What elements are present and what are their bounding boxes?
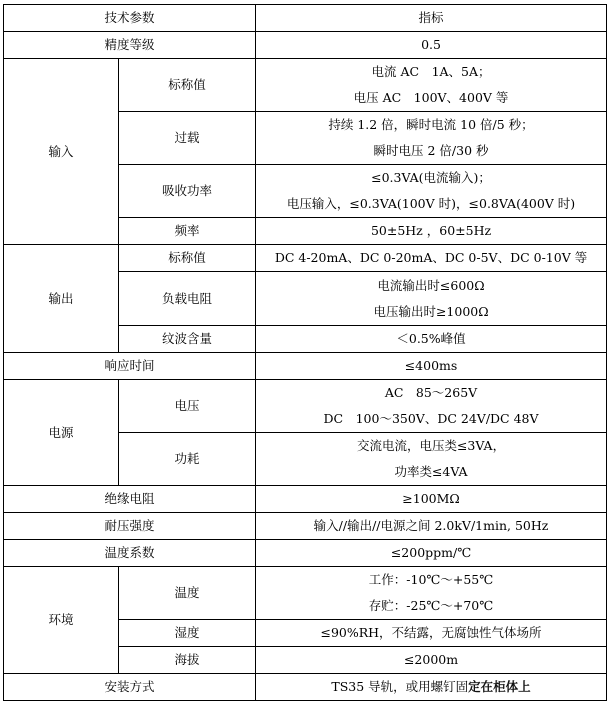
- accuracy-value: 0.5: [256, 32, 607, 59]
- env-humidity-value: ≤90%RH，不结露，无腐蚀性气体场所: [256, 620, 607, 647]
- power-consumption-label: 功耗: [119, 433, 256, 486]
- env-group-label: 环境: [4, 567, 119, 674]
- response-time-label: 响应时间: [4, 353, 256, 380]
- input-absorbed-power-line-2: 电压输入，≤0.3VA(100V 时)，≤0.8VA(400V 时): [286, 196, 576, 211]
- power-consumption-line-1: 交流电流，电压类≤3VA，: [356, 438, 506, 453]
- temp-coefficient-label: 温度系数: [4, 540, 256, 567]
- withstand-label: 耐压强度: [4, 513, 256, 540]
- response-time-value: ≤400ms: [256, 353, 607, 380]
- mounting-label: 安装方式: [4, 674, 256, 701]
- output-load-resistance-line-2: 电压输出时≥1000Ω: [373, 303, 489, 319]
- input-rated-label: 标称值: [119, 59, 256, 112]
- input-overload-value: [256, 112, 607, 165]
- output-ripple-value: ＜0.5%峰值: [256, 326, 607, 353]
- input-absorbed-power-line-1: ≤0.3VA(电流输入)；: [371, 170, 491, 185]
- output-rated-label: 标称值: [119, 245, 256, 272]
- output-load-resistance-line-1: 电流输出时≤600Ω: [377, 277, 485, 293]
- output-rated-value: DC 4-20mA、DC 0-20mA、DC 0-5V、DC 0-10V 等: [256, 245, 607, 272]
- env-temperature-line-1: 工作：-10℃～+55℃: [368, 572, 494, 587]
- env-temperature-line-2: 存贮：-25℃～+70℃: [368, 598, 494, 613]
- input-frequency-value: 50±5Hz ，60±5Hz: [256, 218, 607, 245]
- env-altitude-label: 海拔: [119, 647, 256, 674]
- output-rated-row: [4, 245, 607, 272]
- mounting-value: [256, 674, 607, 701]
- input-rated-row: [4, 59, 607, 112]
- output-load-resistance-label: 负载电阻: [119, 272, 256, 326]
- input-group-label: 输入: [4, 59, 119, 245]
- mounting-value-text: TS35 导轨，或用螺钉固: [331, 679, 469, 694]
- output-load-resistance-value: [256, 272, 607, 326]
- power-voltage-row: [4, 380, 607, 433]
- env-temperature-row: [4, 567, 607, 620]
- input-rated-line-2: 电压 AC 100V、400V 等: [353, 90, 509, 105]
- input-overload-line-1: 持续 1.2 倍，瞬时电流 10 倍/5 秒；: [328, 117, 534, 132]
- insulation-label: 绝缘电阻: [4, 486, 256, 513]
- power-voltage-label: 电压: [119, 380, 256, 433]
- header-param: 技术参数: [4, 5, 256, 32]
- input-rated-value: [256, 59, 607, 112]
- mounting-row: [4, 674, 607, 701]
- response-time-row: [4, 353, 607, 380]
- power-voltage-line-2: DC 100～350V、DC 24V/DC 48V: [323, 411, 539, 426]
- env-altitude-value: ≤2000m: [256, 647, 607, 674]
- power-voltage-line-1: AC 85～265V: [384, 385, 478, 400]
- withstand-row: [4, 513, 607, 540]
- input-overload-label: 过载: [119, 112, 256, 165]
- power-voltage-value: [256, 380, 607, 433]
- header-row: [4, 5, 607, 32]
- withstand-value: 输入//输出//电源之间 2.0kV/1min, 50Hz: [256, 513, 607, 540]
- temp-coefficient-row: [4, 540, 607, 567]
- input-overload-line-2: 瞬时电压 2 倍/30 秒: [373, 143, 489, 158]
- temp-coefficient-value: ≤200ppm/℃: [256, 540, 607, 567]
- power-group-label: 电源: [4, 380, 119, 486]
- power-consumption-value: [256, 433, 607, 486]
- env-temperature-value: [256, 567, 607, 620]
- input-absorbed-power-value: [256, 165, 607, 218]
- watermark-text: 定在柜体上: [468, 679, 531, 694]
- accuracy-row: [4, 32, 607, 59]
- spec-table: [3, 4, 607, 701]
- input-frequency-label: 频率: [119, 218, 256, 245]
- header-spec: 指标: [256, 5, 607, 32]
- input-absorbed-power-label: 吸收功率: [119, 165, 256, 218]
- output-ripple-label: 纹波含量: [119, 326, 256, 353]
- accuracy-label: 精度等级: [4, 32, 256, 59]
- insulation-row: [4, 486, 607, 513]
- env-temperature-label: 温度: [119, 567, 256, 620]
- insulation-value: ≥100MΩ: [256, 486, 607, 513]
- input-rated-line-1: 电流 AC 1A、5A；: [371, 64, 491, 79]
- env-humidity-label: 湿度: [119, 620, 256, 647]
- power-consumption-line-2: 功率类≤4VA: [394, 464, 468, 479]
- output-group-label: 输出: [4, 245, 119, 353]
